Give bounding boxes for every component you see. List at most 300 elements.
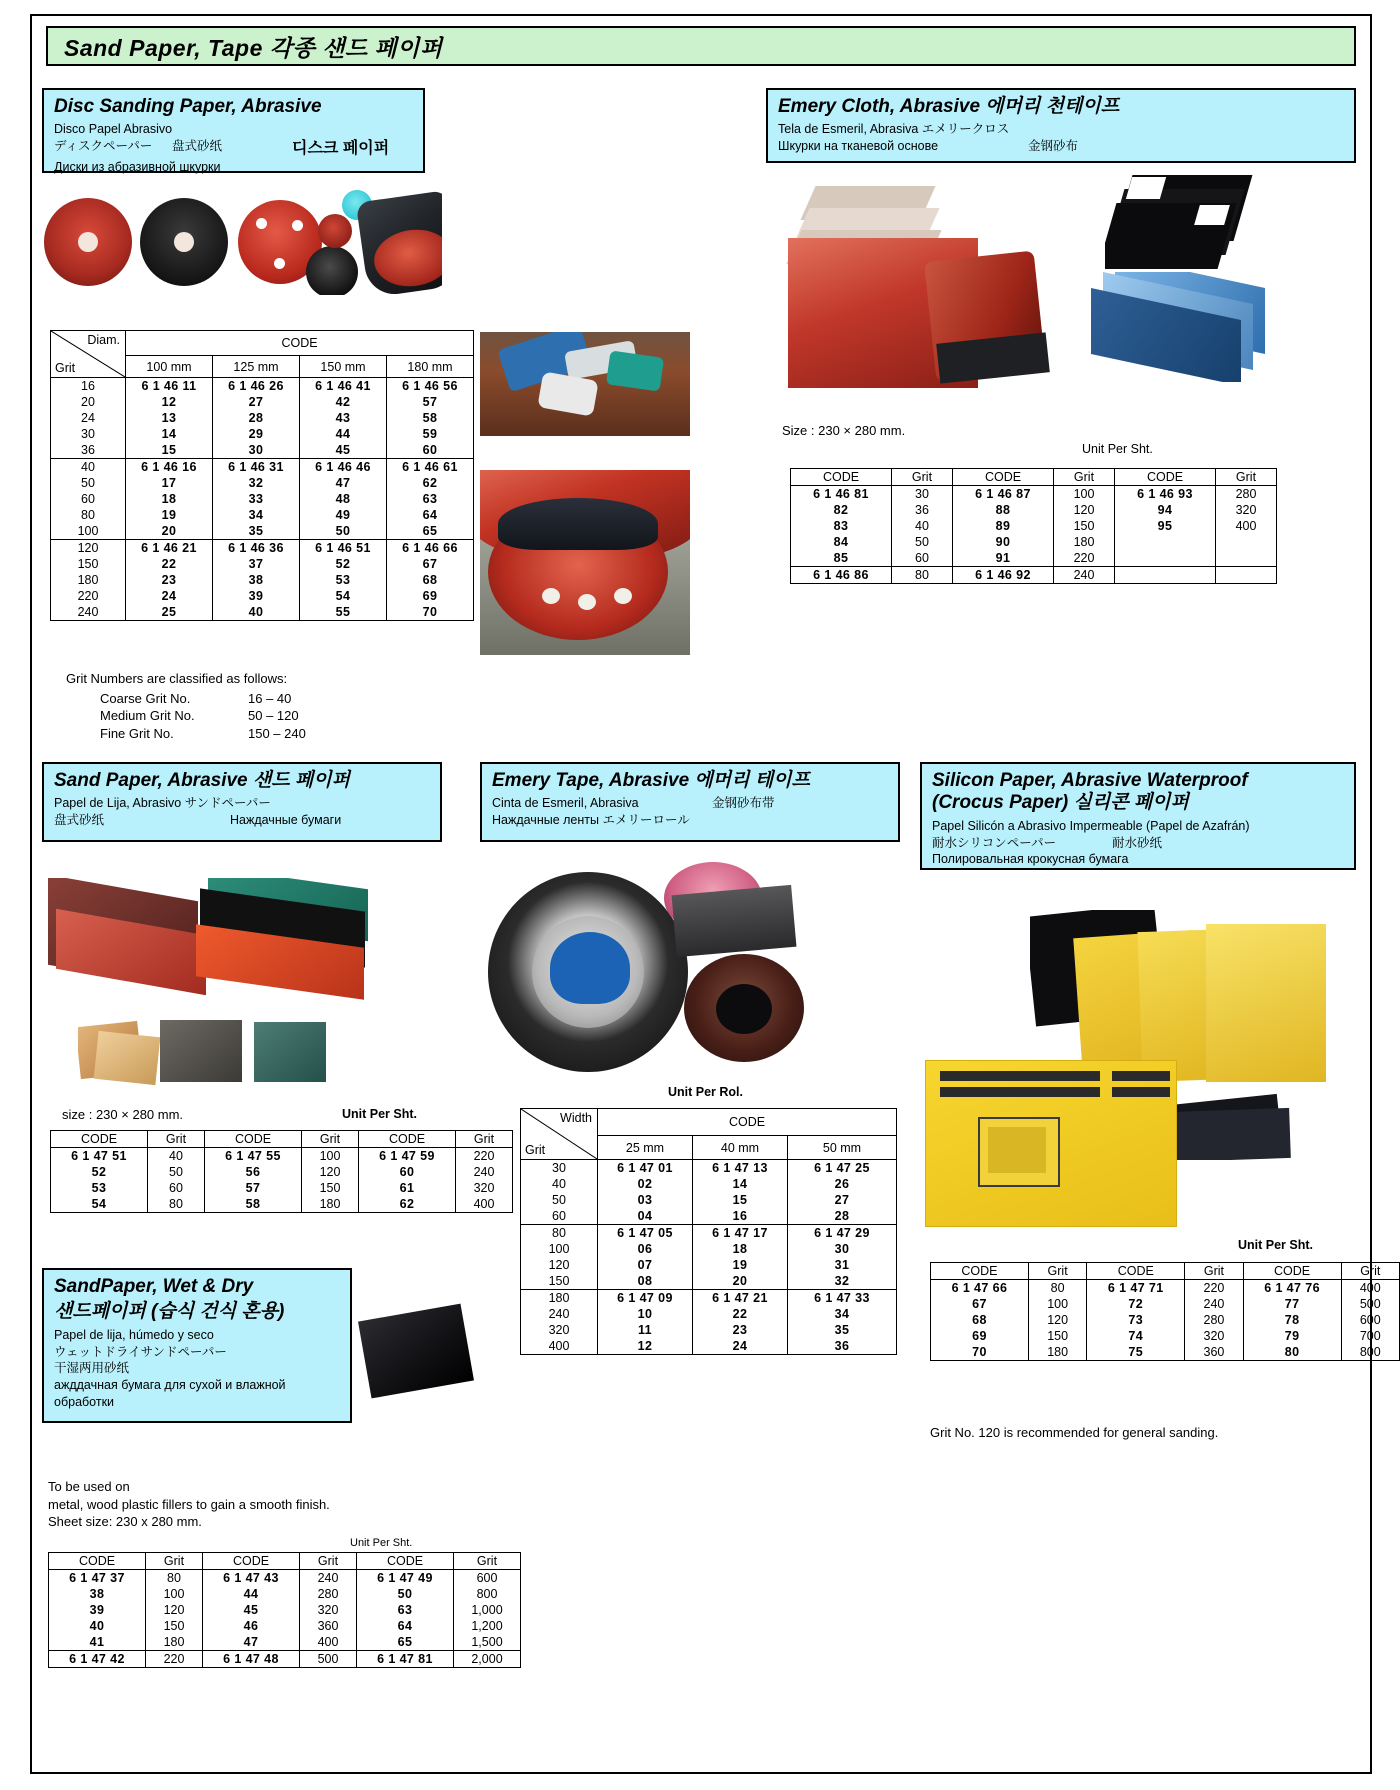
table-row xyxy=(51,1196,513,1213)
sand-paper-samples-photo xyxy=(78,1018,338,1088)
table-row xyxy=(51,1148,513,1165)
grit-cell: 40 xyxy=(521,1176,598,1192)
code-cell: 6 1 46 87 xyxy=(953,486,1054,503)
code-cell: 14 xyxy=(126,426,213,442)
code-cell: 43 xyxy=(300,410,387,426)
table-row xyxy=(931,1328,1400,1344)
silicon-paper-table-wrap xyxy=(930,1262,1400,1361)
code-cell: 62 xyxy=(387,475,474,491)
silicon-paper-sub-ru: Полировальная крокусная бумага xyxy=(932,852,1129,867)
table-row xyxy=(51,1164,513,1180)
code-cell: 6 1 47 42 xyxy=(49,1651,146,1668)
disc-sanding-caption-box xyxy=(42,88,425,173)
code-cell: 19 xyxy=(693,1257,788,1273)
code-cell: 83 xyxy=(791,518,892,534)
wet-dry-note-3: Sheet size: 230 x 280 mm. xyxy=(48,1514,202,1530)
grit-cell: 80 xyxy=(148,1196,205,1213)
code-cell: 6 1 46 93 xyxy=(1115,486,1216,503)
col-grit: Grit xyxy=(1216,469,1277,486)
col-code: CODE xyxy=(357,1553,454,1570)
code-cell xyxy=(1115,567,1216,584)
grit-cell: 360 xyxy=(300,1618,357,1634)
code-cell: 75 xyxy=(1087,1344,1185,1361)
disc-sanding-sub-jp: ディスクペーパー xyxy=(54,138,153,153)
code-cell xyxy=(1115,534,1216,550)
code-cell: 26 xyxy=(788,1176,897,1192)
col-grit: Grit xyxy=(454,1553,521,1570)
code-cell: 94 xyxy=(1115,502,1216,518)
code-cell: 6 1 46 92 xyxy=(953,567,1054,584)
table-row xyxy=(791,502,1277,518)
code-cell: 56 xyxy=(205,1164,302,1180)
code-cell: 12 xyxy=(598,1338,693,1355)
code-cell: 03 xyxy=(598,1192,693,1208)
grit-note-label: Coarse Grit No. xyxy=(100,690,191,706)
table-row xyxy=(51,572,474,588)
disc-photo-group xyxy=(42,190,442,295)
table-row xyxy=(49,1602,521,1618)
table-row xyxy=(521,1338,897,1355)
grit-cell: 150 xyxy=(1028,1328,1086,1344)
code-cell: 6 1 47 33 xyxy=(788,1290,897,1307)
disc-sanding-table-wrap xyxy=(50,330,474,621)
table-row xyxy=(791,518,1277,534)
code-cell: 6 1 46 41 xyxy=(300,378,387,395)
sand-paper-caption-box xyxy=(42,762,442,842)
code-cell: 65 xyxy=(357,1634,454,1651)
code-cell: 61 xyxy=(359,1180,456,1196)
code-cell: 6 1 46 56 xyxy=(387,378,474,395)
code-cell: 6 1 47 59 xyxy=(359,1148,456,1165)
col-grit: Grit xyxy=(456,1131,513,1148)
emery-cloth-table-wrap xyxy=(790,468,1277,584)
wet-dry-photo xyxy=(356,1300,476,1405)
code-cell: 6 1 46 81 xyxy=(791,486,892,503)
code-cell: 69 xyxy=(387,588,474,604)
grit-cell: 220 xyxy=(456,1148,513,1165)
code-cell: 12 xyxy=(126,394,213,410)
col-code: CODE xyxy=(51,1131,148,1148)
grit-notes-title: Grit Numbers are classified as follows: xyxy=(66,671,288,686)
wet-dry-note-2: metal, wood plastic fillers to gain a smooth finish. xyxy=(48,1496,330,1512)
grit-cell: 320 xyxy=(456,1180,513,1196)
emery-tape-sub-ru: Наждачные ленты エメリーロール xyxy=(492,812,690,827)
code-cell: 6 1 47 76 xyxy=(1243,1280,1341,1297)
silicon-paper-table xyxy=(930,1262,1400,1361)
grit-notes xyxy=(66,670,406,742)
grit-cell: 2,000 xyxy=(454,1651,521,1668)
wet-dry-sub-cn: 干湿两用砂纸 xyxy=(54,1361,130,1376)
sand-paper-unit-label: Unit Per Sht. xyxy=(342,1107,418,1121)
code-cell: 64 xyxy=(357,1618,454,1634)
grit-cell: 120 xyxy=(521,1257,598,1273)
grit-cell: 320 xyxy=(521,1322,598,1338)
code-cell: 37 xyxy=(213,556,300,572)
grit-cell: 400 xyxy=(300,1634,357,1651)
disc-sanding-sub-es: Disco Papel Abrasivo xyxy=(54,121,173,136)
emery-tape-table xyxy=(520,1108,897,1355)
sand-paper-sub-ru: Наждачные бумаги xyxy=(230,812,342,827)
code-cell: 6 1 47 05 xyxy=(598,1225,693,1242)
code-cell: 39 xyxy=(49,1602,146,1618)
grit-cell: 150 xyxy=(51,556,126,572)
sand-paper-heading: Sand Paper, Abrasive 샌드 페이퍼 xyxy=(54,770,350,791)
table-row xyxy=(931,1312,1400,1328)
code-cell: 90 xyxy=(953,534,1054,550)
emery-cloth-sub-ru: Шкурки на тканевой основе xyxy=(778,138,939,153)
emery-cloth-sub-cn: 金钢砂布 xyxy=(1028,138,1079,153)
col-code: CODE xyxy=(203,1553,300,1570)
col-grit: Grit xyxy=(1341,1263,1399,1280)
sand-paper-table xyxy=(50,1130,513,1213)
col-code: CODE xyxy=(931,1263,1029,1280)
grit-cell: 220 xyxy=(1185,1280,1243,1297)
table-row xyxy=(51,507,474,523)
col-grit: Grit xyxy=(1054,469,1115,486)
code-cell: 47 xyxy=(203,1634,300,1651)
silicon-paper-heading-l2: (Crocus Paper) 실리콘 페이퍼 xyxy=(932,791,1189,813)
wet-dry-table xyxy=(48,1552,521,1668)
code-cell: 23 xyxy=(693,1322,788,1338)
emery-cloth-sheets-photo xyxy=(1105,175,1255,275)
code-cell: 04 xyxy=(598,1208,693,1225)
grit-cell: 320 xyxy=(1216,502,1277,518)
grit-cell: 220 xyxy=(146,1651,203,1668)
grit-cell: 180 xyxy=(302,1196,359,1213)
grit-cell: 500 xyxy=(1341,1296,1399,1312)
disc-sanding-sub-kr: 디스크 페이퍼 xyxy=(292,139,390,157)
grit-cell: 30 xyxy=(892,486,953,503)
grit-cell: 180 xyxy=(146,1634,203,1651)
code-cell: 44 xyxy=(203,1586,300,1602)
disc-table-corner xyxy=(51,331,126,378)
silicon-paper-sub-jp: 耐水シリコンペーパー xyxy=(932,835,1057,850)
code-cell: 14 xyxy=(693,1176,788,1192)
sanding-disc-photo xyxy=(480,470,690,655)
emery-cloth-caption-box xyxy=(766,88,1356,163)
code-cell: 54 xyxy=(51,1196,148,1213)
col-code: CODE xyxy=(1243,1263,1341,1280)
code-cell: 40 xyxy=(213,604,300,621)
grit-cell: 220 xyxy=(51,588,126,604)
code-cell: 64 xyxy=(387,507,474,523)
code-cell: 54 xyxy=(300,588,387,604)
grit-cell: 50 xyxy=(148,1164,205,1180)
disc-table-corner-bottom: Grit xyxy=(55,361,76,375)
emery-tape-caption-box xyxy=(480,762,900,842)
code-cell: 69 xyxy=(931,1328,1029,1344)
table-row xyxy=(931,1296,1400,1312)
code-cell: 48 xyxy=(300,491,387,507)
grit-cell: 360 xyxy=(1185,1344,1243,1361)
code-cell: 53 xyxy=(300,572,387,588)
emery-cloth-size-note: Size : 230 × 280 mm. xyxy=(782,423,906,438)
silicon-paper-yellow-sheet xyxy=(925,1060,1177,1227)
disc-sanding-sub-ru: Диски из абразивной шкурки xyxy=(54,160,221,175)
grit-cell: 36 xyxy=(51,442,126,459)
grit-cell: 80 xyxy=(1028,1280,1086,1297)
code-cell: 6 1 47 25 xyxy=(788,1160,897,1177)
code-cell: 22 xyxy=(693,1306,788,1322)
sand-paper-sub-es: Papel de Lija, Abrasivo サンドペーパー xyxy=(54,795,271,810)
code-cell: 02 xyxy=(598,1176,693,1192)
code-cell: 18 xyxy=(693,1241,788,1257)
grit-cell: 150 xyxy=(146,1618,203,1634)
sand-paper-photo xyxy=(48,878,393,1008)
grit-cell: 1,200 xyxy=(454,1618,521,1634)
emery-cloth-table xyxy=(790,468,1277,584)
grit-cell: 120 xyxy=(1028,1312,1086,1328)
code-cell: 73 xyxy=(1087,1312,1185,1328)
disc-table-col-100: 100 mm xyxy=(126,356,213,378)
code-cell: 70 xyxy=(931,1344,1029,1361)
sand-paper-size-note: size : 230 × 280 mm. xyxy=(62,1107,184,1122)
table-row xyxy=(931,1344,1400,1361)
code-cell: 6 1 47 48 xyxy=(203,1651,300,1668)
grit-cell: 24 xyxy=(51,410,126,426)
grit-cell: 50 xyxy=(521,1192,598,1208)
code-cell: 22 xyxy=(126,556,213,572)
code-cell: 6 1 47 37 xyxy=(49,1570,146,1587)
grit-cell: 280 xyxy=(1216,486,1277,503)
code-cell: 6 1 47 13 xyxy=(693,1160,788,1177)
code-cell: 88 xyxy=(953,502,1054,518)
col-grit: Grit xyxy=(300,1553,357,1570)
grit-note-range: 16 – 40 xyxy=(248,690,292,706)
code-cell: 63 xyxy=(357,1602,454,1618)
code-cell: 33 xyxy=(213,491,300,507)
table-row xyxy=(51,1180,513,1196)
code-cell: 6 1 47 66 xyxy=(931,1280,1029,1297)
grit-cell: 60 xyxy=(521,1208,598,1225)
grit-cell xyxy=(1216,550,1277,567)
code-cell: 82 xyxy=(791,502,892,518)
code-cell: 65 xyxy=(387,523,474,540)
code-cell: 6 1 47 43 xyxy=(203,1570,300,1587)
silicon-paper-unit-label: Unit Per Sht. xyxy=(1238,1238,1314,1252)
code-cell: 30 xyxy=(788,1241,897,1257)
disc-table-code-header: CODE xyxy=(126,331,474,356)
code-cell: 6 1 47 01 xyxy=(598,1160,693,1177)
page-title-banner xyxy=(46,26,1356,66)
code-cell: 45 xyxy=(203,1602,300,1618)
table-row xyxy=(49,1586,521,1602)
col-code: CODE xyxy=(49,1553,146,1570)
code-cell: 58 xyxy=(387,410,474,426)
grit-cell: 180 xyxy=(1054,534,1115,550)
table-row xyxy=(521,1160,897,1177)
code-cell: 15 xyxy=(693,1192,788,1208)
emery-tape-code-header: CODE xyxy=(598,1109,897,1136)
wet-dry-sub-ru: ажддачная бумага для сухой и влажной обработки xyxy=(54,1378,286,1410)
emery-cloth-heading: Emery Cloth, Abrasive 에머리 천테이프 xyxy=(778,96,1120,117)
emery-cloth-photo xyxy=(780,178,1090,408)
disc-sanding-heading: Disc Sanding Paper, Abrasive xyxy=(54,96,322,117)
grit-cell: 150 xyxy=(1054,518,1115,534)
code-cell: 59 xyxy=(387,426,474,442)
code-cell: 6 1 47 55 xyxy=(205,1148,302,1165)
grit-cell: 800 xyxy=(1341,1344,1399,1361)
emery-tape-table-wrap xyxy=(520,1108,897,1355)
code-cell: 28 xyxy=(213,410,300,426)
wet-dry-table-wrap xyxy=(48,1552,521,1668)
table-row xyxy=(521,1257,897,1273)
grit-cell: 240 xyxy=(1054,567,1115,584)
emery-tape-corner-bottom: Grit xyxy=(525,1143,546,1157)
grit-note-label: Medium Grit No. xyxy=(100,708,195,724)
code-cell: 53 xyxy=(51,1180,148,1196)
code-cell: 18 xyxy=(126,491,213,507)
wet-dry-heading-kr: 샌드페이퍼 (습식 건식 혼용) xyxy=(54,1300,285,1322)
grit-cell: 1,500 xyxy=(454,1634,521,1651)
wet-dry-caption-box xyxy=(42,1268,352,1423)
grit-cell: 320 xyxy=(300,1602,357,1618)
code-cell: 60 xyxy=(387,442,474,459)
code-cell: 6 1 46 31 xyxy=(213,459,300,476)
code-cell: 34 xyxy=(213,507,300,523)
code-cell: 27 xyxy=(788,1192,897,1208)
code-cell: 28 xyxy=(788,1208,897,1225)
col-50mm: 50 mm xyxy=(788,1136,897,1160)
code-cell: 30 xyxy=(213,442,300,459)
code-cell: 95 xyxy=(1115,518,1216,534)
table-row xyxy=(521,1241,897,1257)
grit-cell: 280 xyxy=(300,1586,357,1602)
table-row xyxy=(791,567,1277,584)
grit-cell: 120 xyxy=(51,540,126,557)
table-row xyxy=(49,1618,521,1634)
table-row xyxy=(521,1225,897,1242)
code-cell: 08 xyxy=(598,1273,693,1290)
grit-cell: 30 xyxy=(51,426,126,442)
code-cell: 68 xyxy=(387,572,474,588)
code-cell: 57 xyxy=(387,394,474,410)
code-cell: 19 xyxy=(126,507,213,523)
grit-cell: 240 xyxy=(1185,1296,1243,1312)
code-cell: 6 1 46 86 xyxy=(791,567,892,584)
disc-sanding-sub-cn: 盘式砂纸 xyxy=(172,138,223,153)
code-cell: 6 1 47 81 xyxy=(357,1651,454,1668)
table-row xyxy=(51,426,474,442)
col-code: CODE xyxy=(953,469,1054,486)
grit-cell: 600 xyxy=(454,1570,521,1587)
grit-cell: 36 xyxy=(892,502,953,518)
grit-cell: 40 xyxy=(148,1148,205,1165)
code-cell: 80 xyxy=(1243,1344,1341,1361)
grit-cell: 280 xyxy=(1185,1312,1243,1328)
code-cell: 20 xyxy=(126,523,213,540)
code-cell: 13 xyxy=(126,410,213,426)
emery-tape-heading: Emery Tape, Abrasive 에머리 테이프 xyxy=(492,770,810,791)
disc-sanding-table xyxy=(50,330,474,621)
code-cell: 31 xyxy=(788,1257,897,1273)
code-cell: 6 1 46 21 xyxy=(126,540,213,557)
code-cell: 25 xyxy=(126,604,213,621)
grit-cell: 800 xyxy=(454,1586,521,1602)
grit-cell: 700 xyxy=(1341,1328,1399,1344)
code-cell: 6 1 47 49 xyxy=(357,1570,454,1587)
col-code: CODE xyxy=(205,1131,302,1148)
grit-cell: 100 xyxy=(1028,1296,1086,1312)
silicon-paper-sub-cn: 耐水砂纸 xyxy=(1112,835,1163,850)
code-cell: 67 xyxy=(387,556,474,572)
code-cell: 38 xyxy=(49,1586,146,1602)
grit-note-label: Fine Grit No. xyxy=(100,725,174,741)
code-cell: 16 xyxy=(693,1208,788,1225)
table-row xyxy=(51,540,474,557)
code-cell: 6 1 46 61 xyxy=(387,459,474,476)
code-cell: 36 xyxy=(788,1338,897,1355)
code-cell: 24 xyxy=(693,1338,788,1355)
code-cell: 6 1 46 51 xyxy=(300,540,387,557)
grit-note-range: 150 – 240 xyxy=(248,725,306,741)
grit-cell xyxy=(1216,567,1277,584)
col-code: CODE xyxy=(791,469,892,486)
col-grit: Grit xyxy=(148,1131,205,1148)
grit-cell: 240 xyxy=(300,1570,357,1587)
table-row xyxy=(51,475,474,491)
grit-cell: 400 xyxy=(1341,1280,1399,1297)
silicon-paper-sub-es: Papel Silicón a Abrasivo Impermeable (Papel de Azafrán) xyxy=(932,818,1250,833)
wet-dry-heading: SandPaper, Wet & Dry xyxy=(54,1276,254,1297)
grit-cell: 100 xyxy=(51,523,126,540)
grit-cell xyxy=(1216,534,1277,550)
code-cell: 63 xyxy=(387,491,474,507)
grit-cell: 80 xyxy=(521,1225,598,1242)
table-row xyxy=(49,1570,521,1587)
table-row xyxy=(49,1651,521,1668)
code-cell: 17 xyxy=(126,475,213,491)
grit-cell: 100 xyxy=(521,1241,598,1257)
code-cell: 6 1 46 26 xyxy=(213,378,300,395)
code-cell: 67 xyxy=(931,1296,1029,1312)
emery-tape-corner-top: Width xyxy=(560,1111,592,1125)
code-cell: 50 xyxy=(300,523,387,540)
grinder-photo xyxy=(480,332,690,436)
col-code: CODE xyxy=(359,1131,456,1148)
code-cell: 70 xyxy=(387,604,474,621)
grit-cell: 60 xyxy=(148,1180,205,1196)
code-cell: 6 1 47 09 xyxy=(598,1290,693,1307)
table-row xyxy=(51,410,474,426)
table-row xyxy=(49,1634,521,1651)
grit-cell: 80 xyxy=(146,1570,203,1587)
grit-cell: 240 xyxy=(51,604,126,621)
grit-cell: 100 xyxy=(146,1586,203,1602)
col-grit: Grit xyxy=(1185,1263,1243,1280)
wet-dry-notes xyxy=(48,1478,448,1531)
code-cell: 27 xyxy=(213,394,300,410)
code-cell: 50 xyxy=(357,1586,454,1602)
code-cell: 89 xyxy=(953,518,1054,534)
grit-cell: 150 xyxy=(302,1180,359,1196)
code-cell: 45 xyxy=(300,442,387,459)
disc-table-col-180: 180 mm xyxy=(387,356,474,378)
table-row xyxy=(521,1176,897,1192)
table-row xyxy=(521,1208,897,1225)
code-cell: 41 xyxy=(49,1634,146,1651)
grit-cell: 60 xyxy=(51,491,126,507)
table-row xyxy=(51,491,474,507)
grit-cell: 240 xyxy=(456,1164,513,1180)
emery-tape-photo xyxy=(488,862,888,1082)
code-cell: 07 xyxy=(598,1257,693,1273)
grit-cell: 600 xyxy=(1341,1312,1399,1328)
code-cell: 44 xyxy=(300,426,387,442)
emery-cloth-blue-sheets-photo xyxy=(1085,272,1270,382)
table-row xyxy=(51,556,474,572)
code-cell: 35 xyxy=(788,1322,897,1338)
